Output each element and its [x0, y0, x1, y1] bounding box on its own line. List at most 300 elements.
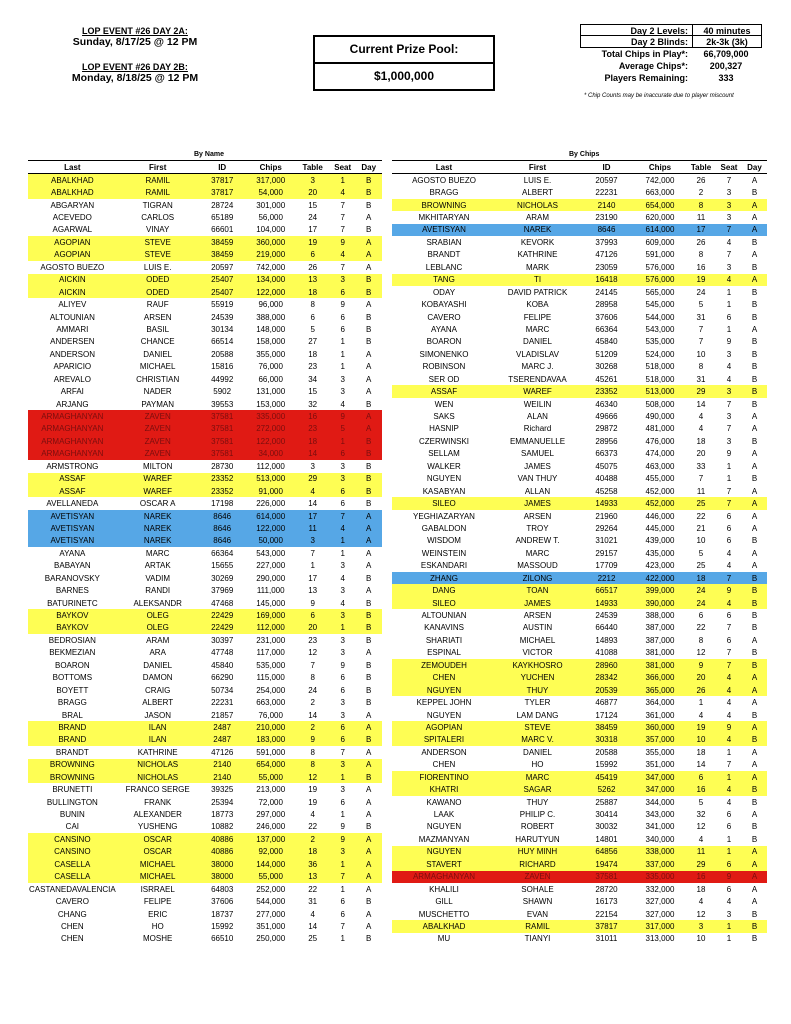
table-row: [392, 460, 767, 472]
table-cell: Richard: [523, 424, 552, 434]
table-cell: 246,000: [256, 822, 286, 832]
table-cell: 13: [308, 586, 318, 596]
table-cell: ANDERSON: [49, 349, 96, 359]
table-cell: BOARON: [426, 337, 462, 347]
table-cell: 6: [340, 909, 345, 919]
table-cell: KOBAYASHI: [421, 300, 467, 310]
table-cell: HO: [151, 921, 164, 931]
table-cell: BRAGG: [57, 698, 87, 708]
table-cell: B: [366, 312, 372, 322]
table-cell: 455,000: [645, 474, 675, 484]
table-cell: OLEG: [117, 609, 199, 621]
table-cell: 47126: [211, 747, 234, 757]
table-cell: STEVE: [117, 236, 199, 248]
table-cell: 45258: [595, 486, 618, 496]
table-cell: B: [751, 237, 758, 247]
table-cell: 29: [686, 858, 716, 870]
table-cell: ASSAF: [28, 473, 117, 485]
table-row: [28, 485, 382, 497]
table-cell: NGUYEN: [392, 846, 496, 858]
table-cell: BRAND: [28, 721, 117, 733]
table-cell: TIANYI: [524, 934, 551, 944]
table-row: [392, 174, 767, 187]
table-cell: BRAL: [61, 710, 83, 720]
table-cell: ARAM: [146, 635, 170, 645]
table-cell: 25: [696, 561, 706, 571]
table-cell: 4: [330, 186, 356, 198]
column-header: First: [496, 161, 579, 174]
table-cell: CASTANEDAVALENCIA: [29, 884, 116, 894]
table-cell: CHANG: [57, 909, 87, 919]
table-row: [392, 361, 767, 373]
table-cell: A: [356, 522, 382, 534]
table-cell: JAMES: [496, 497, 579, 509]
table-cell: NGUYEN: [392, 684, 496, 696]
table-cell: 4: [726, 797, 732, 807]
table-cell: 183,000: [246, 734, 296, 746]
table-cell: A: [366, 921, 372, 931]
table-row: [28, 597, 382, 609]
table-row: [28, 336, 382, 348]
table-row: [392, 609, 767, 621]
table-cell: 388,000: [256, 312, 286, 322]
table-cell: 24: [686, 597, 716, 609]
table-cell: B: [366, 499, 372, 509]
table-cell: ARTAK: [144, 561, 171, 571]
table-row: [392, 846, 767, 858]
table-cell: A: [751, 486, 758, 496]
table-cell: 518,000: [645, 362, 675, 372]
table-cell: 7: [330, 871, 356, 883]
table-cell: 565,000: [645, 287, 675, 297]
table-cell: STEVE: [496, 721, 579, 733]
table-cell: B: [356, 609, 382, 621]
table-cell: NGUYEN: [426, 822, 462, 832]
table-cell: 7: [340, 213, 345, 223]
table-cell: 9: [340, 300, 345, 310]
table-row: [28, 348, 382, 360]
table-cell: ARMAGHANYAN: [28, 410, 117, 422]
table-cell: 365,000: [634, 684, 686, 696]
table-cell: MOSHE: [143, 934, 173, 944]
table-cell: 37581: [199, 410, 246, 422]
table-cell: 37581: [579, 871, 634, 883]
table-cell: 29157: [595, 548, 618, 558]
table-cell: 38459: [579, 721, 634, 733]
table-cell: 6: [296, 249, 330, 261]
table-cell: B: [742, 597, 767, 609]
table-cell: 317,000: [634, 920, 686, 932]
table-cell: ESKANDARI: [420, 561, 468, 571]
table-cell: 3: [726, 349, 732, 359]
table-cell: A: [356, 423, 382, 435]
table-cell: 66510: [211, 934, 234, 944]
table-cell: 46877: [595, 698, 618, 708]
table-row: [28, 734, 382, 746]
table-cell: 9: [726, 449, 732, 459]
table-cell: 76,000: [258, 710, 283, 720]
table-cell: 340,000: [645, 834, 675, 844]
table-row: [392, 783, 767, 795]
table-cell: B: [366, 324, 372, 334]
table-cell: 22: [308, 822, 318, 832]
table-cell: MICHAEL: [519, 635, 556, 645]
table-cell: 7: [310, 548, 315, 558]
table-cell: ZAVEN: [117, 448, 199, 460]
table-cell: 91,000: [246, 485, 296, 497]
table-cell: 16173: [595, 897, 618, 907]
table-cell: 543,000: [256, 548, 286, 558]
table-cell: 544,000: [256, 897, 286, 907]
table-cell: LUIS E.: [143, 262, 172, 272]
table-cell: ISRRAEL: [140, 884, 175, 894]
stat-row: [580, 48, 770, 60]
column-header: Day: [356, 161, 382, 174]
table-row: [392, 348, 767, 360]
table-cell: 14: [696, 399, 706, 409]
table-cell: 40886: [199, 833, 246, 845]
table-row: [392, 871, 767, 883]
table-cell: 476,000: [645, 436, 675, 446]
table-cell: 254,000: [256, 685, 286, 695]
table-cell: 37606: [595, 312, 618, 322]
table-cell: 25: [686, 497, 716, 509]
table-cell: 20: [686, 672, 716, 684]
table-cell: 6: [726, 611, 732, 621]
table-cell: NAREK: [117, 522, 199, 534]
table-cell: 4: [698, 424, 704, 434]
table-cell: NICHOLAS: [496, 199, 579, 211]
table-cell: SAGAR: [496, 783, 579, 795]
table-cell: 360,000: [246, 236, 296, 248]
table-cell: A: [751, 213, 758, 223]
table-cell: MU: [437, 934, 451, 944]
table-cell: 49666: [595, 412, 618, 422]
table-cell: 16418: [579, 274, 634, 286]
table-cell: 327,000: [645, 909, 675, 919]
table-cell: 6: [296, 609, 330, 621]
column-header: Table: [686, 161, 716, 174]
table-cell: CAVERO: [55, 897, 89, 907]
table-cell: 66364: [595, 324, 618, 334]
table-cell: A: [751, 461, 758, 471]
table-cell: STEVE: [117, 249, 199, 261]
table-row: [392, 311, 767, 323]
table-cell: 40488: [595, 474, 618, 484]
table-cell: WEILIN: [523, 399, 552, 409]
table-cell: 7: [340, 225, 345, 235]
table-cell: 51209: [595, 349, 618, 359]
table-cell: 4: [340, 573, 345, 583]
table-cell: 66290: [211, 673, 234, 683]
table-row: [28, 622, 382, 634]
table-cell: BAYKOV: [28, 622, 117, 634]
table-cell: 2: [296, 833, 330, 845]
table-cell: CASELLA: [28, 871, 117, 883]
table-cell: ALEKSANDR: [133, 598, 182, 608]
table-cell: 122,000: [246, 435, 296, 447]
table-cell: 4: [716, 274, 742, 286]
table-cell: ABALKHAD: [28, 186, 117, 198]
table-cell: 21: [696, 523, 706, 533]
table-cell: JAMES: [496, 597, 579, 609]
table-cell: 18: [296, 435, 330, 447]
table-cell: 11: [686, 846, 716, 858]
table-cell: 14933: [579, 597, 634, 609]
table-row: [28, 249, 382, 261]
table-cell: 112,000: [246, 622, 296, 634]
table-cell: 344,000: [645, 797, 675, 807]
table-cell: 3: [340, 785, 345, 795]
table-cell: YUCHEN: [496, 672, 579, 684]
table-cell: A: [366, 710, 372, 720]
table-cell: 535,000: [256, 660, 286, 670]
table-row: [28, 908, 382, 920]
table-cell: 1: [726, 461, 732, 471]
table-cell: 9: [330, 236, 356, 248]
table-cell: 28958: [595, 300, 618, 310]
table-cell: MILTON: [142, 461, 173, 471]
table-cell: 360,000: [634, 721, 686, 733]
table-cell: 1: [340, 810, 345, 820]
table-cell: 144,000: [246, 858, 296, 870]
table-cell: 66364: [211, 548, 234, 558]
table-cell: 1: [726, 300, 732, 310]
table-cell: 4: [726, 374, 732, 384]
table-cell: 4: [716, 597, 742, 609]
table-cell: MARK: [525, 262, 550, 272]
table-cell: 663,000: [645, 188, 675, 198]
table-cell: A: [366, 586, 372, 596]
table-cell: 1: [310, 561, 315, 571]
table-row: [392, 647, 767, 659]
table-cell: 2: [698, 188, 704, 198]
table-cell: B: [366, 225, 372, 235]
table-cell: ALBERT: [522, 188, 553, 198]
table-cell: EMMANUELLE: [509, 436, 566, 446]
table-cell: RICHARD: [496, 858, 579, 870]
table-cell: ASSAF: [28, 485, 117, 497]
table-cell: 231,000: [256, 635, 286, 645]
table-cell: A: [366, 349, 372, 359]
table-cell: 47126: [595, 250, 618, 260]
table-cell: 7: [330, 510, 356, 522]
table-cell: A: [751, 810, 758, 820]
table-cell: 55,000: [246, 771, 296, 783]
table-cell: 8: [296, 759, 330, 771]
table-cell: A: [356, 510, 382, 522]
table-row: [28, 721, 382, 733]
table-cell: 38000: [199, 858, 246, 870]
table-cell: BASIL: [146, 324, 170, 334]
table-row: [392, 746, 767, 758]
table-cell: B: [366, 598, 372, 608]
table-cell: 277,000: [256, 909, 286, 919]
table-cell: 16: [696, 262, 706, 272]
table-cell: 508,000: [645, 399, 675, 409]
table-cell: 37993: [595, 237, 618, 247]
table-cell: B: [751, 797, 758, 807]
table-cell: TOAN: [496, 584, 579, 596]
table-cell: AYANA: [431, 324, 457, 334]
table-row: [28, 746, 382, 758]
column-header: Last: [392, 161, 496, 174]
table-cell: NAREK: [117, 535, 199, 547]
table-row: [392, 211, 767, 223]
table-cell: 104,000: [256, 225, 286, 235]
table-cell: 21960: [595, 511, 618, 521]
table-cell: SILEO: [392, 497, 496, 509]
table-cell: CZERWINSKI: [418, 436, 470, 446]
table-cell: 4: [330, 249, 356, 261]
table-cell: ABALKHAD: [28, 174, 117, 187]
table-cell: 663,000: [256, 698, 286, 708]
table-cell: BEDROSIAN: [48, 635, 96, 645]
table-cell: 15816: [211, 362, 234, 372]
table-cell: ANDREW T.: [515, 536, 560, 546]
table-cell: 1: [330, 858, 356, 870]
table-cell: 545,000: [645, 300, 675, 310]
table-cell: BRUNETTI: [52, 785, 93, 795]
table-cell: 76,000: [258, 362, 283, 372]
table-row: [392, 473, 767, 485]
table-cell: HUY MINH: [496, 846, 579, 858]
table-cell: A: [742, 871, 767, 883]
table-cell: BOARON: [55, 660, 90, 670]
table-cell: 40886: [199, 846, 246, 858]
table-cell: 148,000: [256, 324, 286, 334]
table-cell: 6: [340, 324, 345, 334]
table-cell: 134,000: [246, 274, 296, 286]
table-cell: MARC: [496, 771, 579, 783]
table-cell: 2: [310, 698, 315, 708]
table-cell: 6: [726, 884, 732, 894]
table-row: [392, 808, 767, 820]
table-cell: 28342: [579, 672, 634, 684]
table-cell: 23: [296, 423, 330, 435]
table-cell: 8: [310, 673, 315, 683]
table-cell: A: [751, 511, 758, 521]
table-cell: ROBINSON: [422, 362, 466, 372]
table-cell: 22: [696, 623, 706, 633]
table-row: [28, 174, 382, 187]
table-cell: 56,000: [258, 213, 283, 223]
table-cell: A: [356, 410, 382, 422]
table-cell: A: [742, 858, 767, 870]
table-cell: 9: [716, 721, 742, 733]
by-chips-heading: By Chips: [569, 151, 600, 158]
table-cell: 8646: [199, 522, 246, 534]
table-cell: B: [356, 485, 382, 497]
table-cell: 25394: [211, 797, 234, 807]
table-row: [28, 609, 382, 621]
table-row: [392, 696, 767, 708]
table-cell: B: [366, 573, 372, 583]
table-row: [392, 510, 767, 522]
table-cell: 10: [696, 934, 706, 944]
table-cell: ARMAGHANYAN: [392, 871, 496, 883]
table-cell: B: [742, 385, 767, 397]
table-cell: 518,000: [645, 374, 675, 384]
table-cell: 3: [330, 846, 356, 858]
table-cell: 2140: [199, 771, 246, 783]
table-cell: BROWNING: [28, 771, 117, 783]
table-row: [392, 920, 767, 932]
table-cell: 20588: [595, 747, 618, 757]
table-cell: 490,000: [645, 412, 675, 422]
table-cell: 535,000: [645, 337, 675, 347]
table-cell: 524,000: [645, 349, 675, 359]
table-cell: 22231: [211, 698, 234, 708]
table-cell: OSCAR: [117, 846, 199, 858]
table-cell: 45840: [595, 337, 618, 347]
table-cell: 3: [330, 759, 356, 771]
table-cell: 6: [726, 536, 732, 546]
table-cell: B: [751, 710, 758, 720]
prize-pool-box: [313, 35, 495, 91]
table-cell: 55919: [211, 300, 234, 310]
table-cell: 37581: [199, 435, 246, 447]
table-cell: 272,000: [246, 423, 296, 435]
prize-pool-label: Current Prize Pool:: [315, 37, 493, 64]
table-cell: 64856: [579, 846, 634, 858]
table-cell: 10: [686, 734, 716, 746]
table-cell: 29: [686, 385, 716, 397]
table-cell: B: [366, 635, 372, 645]
table-cell: ARMSTRONG: [46, 461, 99, 471]
table-cell: 742,000: [256, 262, 286, 272]
table-cell: CHEN: [61, 921, 84, 931]
table-row: [28, 385, 382, 397]
table-cell: 452,000: [634, 497, 686, 509]
table-cell: SHAWN: [522, 897, 553, 907]
table-cell: ALTOUNIAN: [421, 611, 467, 621]
table-cell: 337,000: [634, 858, 686, 870]
table-cell: ROBERT: [520, 822, 555, 832]
table-cell: ALAN: [527, 412, 548, 422]
table-cell: ZAVEN: [117, 435, 199, 447]
stat-value: 2k-3k (3k): [692, 36, 762, 48]
table-row: [392, 186, 767, 198]
table-cell: A: [366, 262, 372, 272]
table-cell: 111,000: [256, 586, 285, 596]
table-cell: 9: [296, 734, 330, 746]
table-cell: 6: [726, 810, 732, 820]
table-cell: RAUF: [146, 300, 169, 310]
table-cell: 1: [330, 771, 356, 783]
table-cell: ABGARYAN: [50, 200, 95, 210]
table-cell: 7: [716, 659, 742, 671]
table-cell: ZAVEN: [496, 871, 579, 883]
table-cell: BULLINGTON: [46, 797, 98, 807]
table-cell: 145,000: [256, 598, 286, 608]
table-cell: SELLAM: [428, 449, 460, 459]
table-cell: ESPINAL: [427, 648, 461, 658]
table-cell: GILL: [435, 897, 453, 907]
table-cell: BATURINETC: [47, 598, 98, 608]
table-cell: A: [742, 672, 767, 684]
table-cell: A: [366, 797, 372, 807]
table-cell: BAYKOV: [28, 609, 117, 621]
table-cell: NICHOLAS: [117, 759, 199, 771]
table-cell: 32: [308, 399, 318, 409]
table-row: [392, 709, 767, 721]
table-cell: CHANCE: [140, 337, 175, 347]
table-cell: 66517: [579, 584, 634, 596]
table-cell: 7: [698, 337, 704, 347]
table-row: [392, 199, 767, 211]
table-cell: 8: [310, 300, 315, 310]
